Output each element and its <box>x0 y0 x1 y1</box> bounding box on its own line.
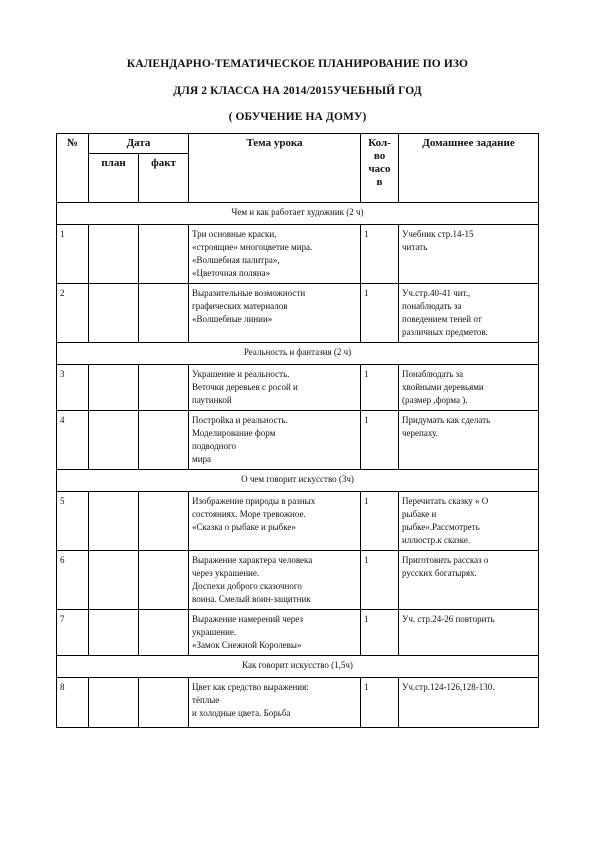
lesson-number: 4 <box>57 411 89 470</box>
table-row <box>57 411 539 470</box>
lesson-theme: Выразительные возможности графических материалов «Волшебные линии» <box>189 284 361 343</box>
section-title: Как говорит искусство (1,5ч) <box>57 656 539 678</box>
table-row <box>57 678 539 728</box>
document-title-line-3: ( ОБУЧЕНИЕ НА ДОМУ) <box>228 111 367 123</box>
table-row <box>57 551 539 610</box>
lesson-hours: 1 <box>361 411 399 470</box>
lesson-hours: 1 <box>361 610 399 656</box>
lesson-hours: 1 <box>361 225 399 284</box>
lesson-number: 1 <box>57 225 89 284</box>
date-fact <box>139 610 189 656</box>
homework: Уч.стр.124-126,128-130. <box>399 678 539 728</box>
header-hours: Кол- во часо в <box>361 134 399 203</box>
section-row <box>57 343 539 365</box>
date-fact <box>139 225 189 284</box>
section-row <box>57 203 539 225</box>
lesson-number: 3 <box>57 365 89 411</box>
lesson-number: 8 <box>57 678 89 728</box>
lesson-hours: 1 <box>361 365 399 411</box>
date-plan <box>89 411 139 470</box>
header-homework: Домашнее задание <box>399 134 539 203</box>
lesson-number: 7 <box>57 610 89 656</box>
homework: Приготовить рассказ о русских богатырях. <box>399 551 539 610</box>
date-fact <box>139 551 189 610</box>
date-plan <box>89 492 139 551</box>
document-title-line-2: ДЛЯ 2 КЛАССА НА 2014/2015УЧЕБНЫЙ ГОД <box>173 85 422 97</box>
lesson-hours: 1 <box>361 678 399 728</box>
section-title: О чем говорит искусство (3ч) <box>57 470 539 492</box>
section-title: Реальность и фантазия (2 ч) <box>57 343 539 365</box>
homework: Придумать как сделать черепаху. <box>399 411 539 470</box>
homework: Уч. стр.24-26 повторить <box>399 610 539 656</box>
date-fact <box>139 284 189 343</box>
lesson-hours: 1 <box>361 284 399 343</box>
date-plan <box>89 678 139 728</box>
date-plan <box>89 284 139 343</box>
lesson-number: 5 <box>57 492 89 551</box>
lesson-theme: Украшение и реальность. Веточки деревьев с росой и паутинкой <box>189 365 361 411</box>
lesson-number: 2 <box>57 284 89 343</box>
section-row <box>57 656 539 678</box>
table-row <box>57 492 539 551</box>
lesson-theme: Выражение характера человека через украшение. Доспехи доброго сказочного воина. Смелый воин-защитник <box>189 551 361 610</box>
lesson-theme: Постройка и реальность. Моделирование форм подводного мира <box>189 411 361 470</box>
homework: Перечитать сказку « О рыбаке и рыбке».Рассмотреть иллюстр.к сказке. <box>399 492 539 551</box>
planning-table <box>56 133 539 728</box>
lesson-theme: Цвет как средство выражения: тёплые и холодные цвета. Борьба <box>189 678 361 728</box>
document-title-line-1: КАЛЕНДАРНО-ТЕМАТИЧЕСКОЕ ПЛАНИРОВАНИЕ ПО ИЗО <box>126 58 469 70</box>
table-body <box>57 203 539 728</box>
date-plan <box>89 225 139 284</box>
lesson-theme: Три основные краски, «строящие» многоцветие мира. «Волшебная палитра», «Цветочная поляна» <box>189 225 361 284</box>
homework: Понаблюдать за хвойными деревьями (размер ,форма ). <box>399 365 539 411</box>
lesson-hours: 1 <box>361 551 399 610</box>
header-date-plan: план <box>89 154 139 203</box>
table-row <box>57 365 539 411</box>
table-row <box>57 284 539 343</box>
header-date-fact: факт <box>139 154 189 203</box>
table-row <box>57 225 539 284</box>
section-row <box>57 470 539 492</box>
date-fact <box>139 365 189 411</box>
header-number: № <box>57 134 89 203</box>
date-plan <box>89 610 139 656</box>
header-theme: Тема урока <box>189 134 361 203</box>
lesson-theme: Выражение намерений через украшение. «Замок Снежной Королевы» <box>189 610 361 656</box>
lesson-hours: 1 <box>361 492 399 551</box>
lesson-theme: Изображение природы в разных состояниях. Море тревожное. «Сказка о рыбаке и рыбке» <box>189 492 361 551</box>
date-plan <box>89 551 139 610</box>
homework: Уч.стр.40-41 чит., понаблюдать за поведением теней от различных предметов. <box>399 284 539 343</box>
date-fact <box>139 411 189 470</box>
lesson-number: 6 <box>57 551 89 610</box>
section-title: Чем и как работает художник (2 ч) <box>57 203 539 225</box>
header-date: Дата <box>89 134 189 154</box>
date-plan <box>89 365 139 411</box>
homework: Учебник стр.14-15 читать <box>399 225 539 284</box>
date-fact <box>139 492 189 551</box>
table-row <box>57 610 539 656</box>
date-fact <box>139 678 189 728</box>
